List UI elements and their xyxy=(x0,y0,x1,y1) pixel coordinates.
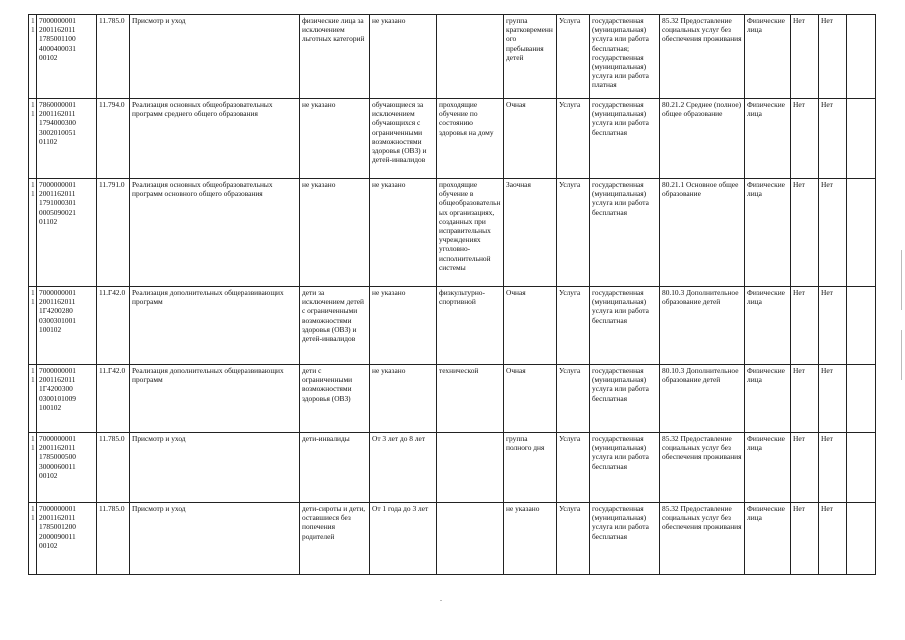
condition-one: проходящие обучение по состоянию здоровья на дому xyxy=(437,99,504,179)
age-range: не указано xyxy=(370,179,437,287)
registry-code: 7000000001 2001162011 1Г4200300 0300101009 100102 xyxy=(37,365,97,433)
registry-code: 7000000001 2001162011 1791000301 0005090021 01102 xyxy=(37,179,97,287)
consumer-category: не указано xyxy=(300,179,370,287)
empty-cell xyxy=(847,99,876,179)
condition-two: Очная xyxy=(504,99,557,179)
table-row xyxy=(29,15,876,99)
flag-two: Нет xyxy=(819,287,847,365)
flag-two: Нет xyxy=(819,179,847,287)
flag-one: Нет xyxy=(791,179,819,287)
document-page xyxy=(28,14,876,575)
scan-artifact-line xyxy=(901,250,902,310)
service-kind-code: 11.785.0 xyxy=(97,503,130,575)
row-number: 11 xyxy=(29,503,37,575)
condition-one xyxy=(437,503,504,575)
service-name: Присмотр и уход xyxy=(130,15,300,99)
condition-one: физкультурно-спортивной xyxy=(437,287,504,365)
registry-code: 7000000001 2001162011 1Г4200280 0300301001 100102 xyxy=(37,287,97,365)
condition-two: Очная xyxy=(504,287,557,365)
empty-cell xyxy=(847,365,876,433)
condition-one xyxy=(437,15,504,99)
flag-one: Нет xyxy=(791,365,819,433)
flag-one: Нет xyxy=(791,433,819,503)
condition-two: Заочная xyxy=(504,179,557,287)
okved-code: 85.32 Предоставление социальных услуг без обеспечения проживания xyxy=(660,433,745,503)
okved-code: 85.32 Предоставление социальных услуг без обеспечения проживания xyxy=(660,15,745,99)
flag-two: Нет xyxy=(819,15,847,99)
registry-code: 7000000001 2001162011 1785001100 4000400031 00102 xyxy=(37,15,97,99)
row-number: 11 xyxy=(29,365,37,433)
flag-one: Нет xyxy=(791,15,819,99)
flag-one: Нет xyxy=(791,287,819,365)
service-kind-code: 11.Г42.0 xyxy=(97,287,130,365)
okved-code: 80.21.2 Среднее (полное) общее образование xyxy=(660,99,745,179)
condition-one: технической xyxy=(437,365,504,433)
service-kind-code: 11.794.0 xyxy=(97,99,130,179)
row-number: 11 xyxy=(29,15,37,99)
registry-code: 7000000001 2001162011 1785001200 2000090011 00102 xyxy=(37,503,97,575)
empty-cell xyxy=(847,287,876,365)
service-name: Реализация основных общеобразовательных программ среднего общего образования xyxy=(130,99,300,179)
consumer-type: Физические лица xyxy=(745,99,791,179)
scan-artifact-dot xyxy=(440,600,442,601)
consumer-type: Физические лица xyxy=(745,433,791,503)
service-kind-code: 11.785.0 xyxy=(97,15,130,99)
table-row xyxy=(29,433,876,503)
age-range: От 3 лет до 8 лет xyxy=(370,433,437,503)
service-type: Услуга xyxy=(557,365,590,433)
age-range: не указано xyxy=(370,287,437,365)
age-range: От 1 года до 3 лет xyxy=(370,503,437,575)
condition-two: группа кратковременного пребывания детей xyxy=(504,15,557,99)
service-kind-code: 11.Г42.0 xyxy=(97,365,130,433)
payment-basis: государственная (муниципальная) услуга или работа бесплатная xyxy=(590,365,660,433)
age-range: обучающиеся за исключением обучающихся с ограниченными возможностями здоровья (ОВЗ) и детей-инвалидов xyxy=(370,99,437,179)
table-row xyxy=(29,365,876,433)
service-type: Услуга xyxy=(557,433,590,503)
registry-code: 7000000001 2001162011 1785000500 3000060011 00102 xyxy=(37,433,97,503)
table-body xyxy=(29,15,876,575)
service-name: Присмотр и уход xyxy=(130,503,300,575)
condition-one: проходящие обучение в общеобразовательных организациях, созданных при исправительных учреждениях уголовно-исполнительной системы xyxy=(437,179,504,287)
scan-artifact-line xyxy=(901,330,902,380)
consumer-type: Физические лица xyxy=(745,287,791,365)
service-type: Услуга xyxy=(557,179,590,287)
empty-cell xyxy=(847,503,876,575)
service-type: Услуга xyxy=(557,503,590,575)
empty-cell xyxy=(847,15,876,99)
service-name: Реализация дополнительных общеразвивающих программ xyxy=(130,365,300,433)
consumer-type: Физические лица xyxy=(745,503,791,575)
consumer-category: дети с ограниченными возможностями здоровья (ОВЗ) xyxy=(300,365,370,433)
okved-code: 80.10.3 Дополнительное образование детей xyxy=(660,365,745,433)
service-name: Реализация основных общеобразовательных программ основного общего образования xyxy=(130,179,300,287)
service-name: Присмотр и уход xyxy=(130,433,300,503)
flag-two: Нет xyxy=(819,433,847,503)
age-range: не указано xyxy=(370,365,437,433)
table-row xyxy=(29,503,876,575)
service-kind-code: 11.791.0 xyxy=(97,179,130,287)
consumer-type: Физические лица xyxy=(745,15,791,99)
consumer-type: Физические лица xyxy=(745,179,791,287)
flag-one: Нет xyxy=(791,99,819,179)
payment-basis: государственная (муниципальная) услуга или работа бесплатная xyxy=(590,287,660,365)
age-range: не указано xyxy=(370,15,437,99)
payment-basis: государственная (муниципальная) услуга или работа бесплатная xyxy=(590,179,660,287)
consumer-category: дети-сироты и дети, оставшиеся без попечения родителей xyxy=(300,503,370,575)
consumer-category: физические лица за исключением льготных категорий xyxy=(300,15,370,99)
row-number: 11 xyxy=(29,433,37,503)
condition-two: группа полного дня xyxy=(504,433,557,503)
service-name: Реализация дополнительных общеразвивающих программ xyxy=(130,287,300,365)
okved-code: 85.32 Предоставление социальных услуг без обеспечения проживания xyxy=(660,503,745,575)
condition-one xyxy=(437,433,504,503)
condition-two: Очная xyxy=(504,365,557,433)
payment-basis: государственная (муниципальная) услуга или работа бесплатная xyxy=(590,503,660,575)
service-kind-code: 11.785.0 xyxy=(97,433,130,503)
consumer-type: Физические лица xyxy=(745,365,791,433)
payment-basis: государственная (муниципальная) услуга или работа бесплатная xyxy=(590,99,660,179)
row-number: 11 xyxy=(29,179,37,287)
okved-code: 80.21.1 Основное общее образование xyxy=(660,179,745,287)
table-row xyxy=(29,287,876,365)
service-type: Услуга xyxy=(557,287,590,365)
consumer-category: дети за исключением детей с ограниченными возможностями здоровья (ОВЗ) и детей-инвалидов xyxy=(300,287,370,365)
okved-code: 80.10.3 Дополнительное образование детей xyxy=(660,287,745,365)
payment-basis: государственная (муниципальная) услуга или работа бесплатная xyxy=(590,433,660,503)
empty-cell xyxy=(847,179,876,287)
payment-basis: государственная (муниципальная) услуга или работа бесплатная; государственная (муниципальная) услуга или работа платная xyxy=(590,15,660,99)
consumer-category: дети-инвалиды xyxy=(300,433,370,503)
consumer-category: не указано xyxy=(300,99,370,179)
row-number: 11 xyxy=(29,287,37,365)
flag-two: Нет xyxy=(819,99,847,179)
flag-two: Нет xyxy=(819,503,847,575)
table-row xyxy=(29,179,876,287)
flag-one: Нет xyxy=(791,503,819,575)
table-row xyxy=(29,99,876,179)
row-number: 11 xyxy=(29,99,37,179)
empty-cell xyxy=(847,433,876,503)
condition-two: не указано xyxy=(504,503,557,575)
service-type: Услуга xyxy=(557,99,590,179)
flag-two: Нет xyxy=(819,365,847,433)
registry-code: 7860000001 2001162011 1794000300 3002010051 01102 xyxy=(37,99,97,179)
service-type: Услуга xyxy=(557,15,590,99)
services-table xyxy=(28,14,876,575)
